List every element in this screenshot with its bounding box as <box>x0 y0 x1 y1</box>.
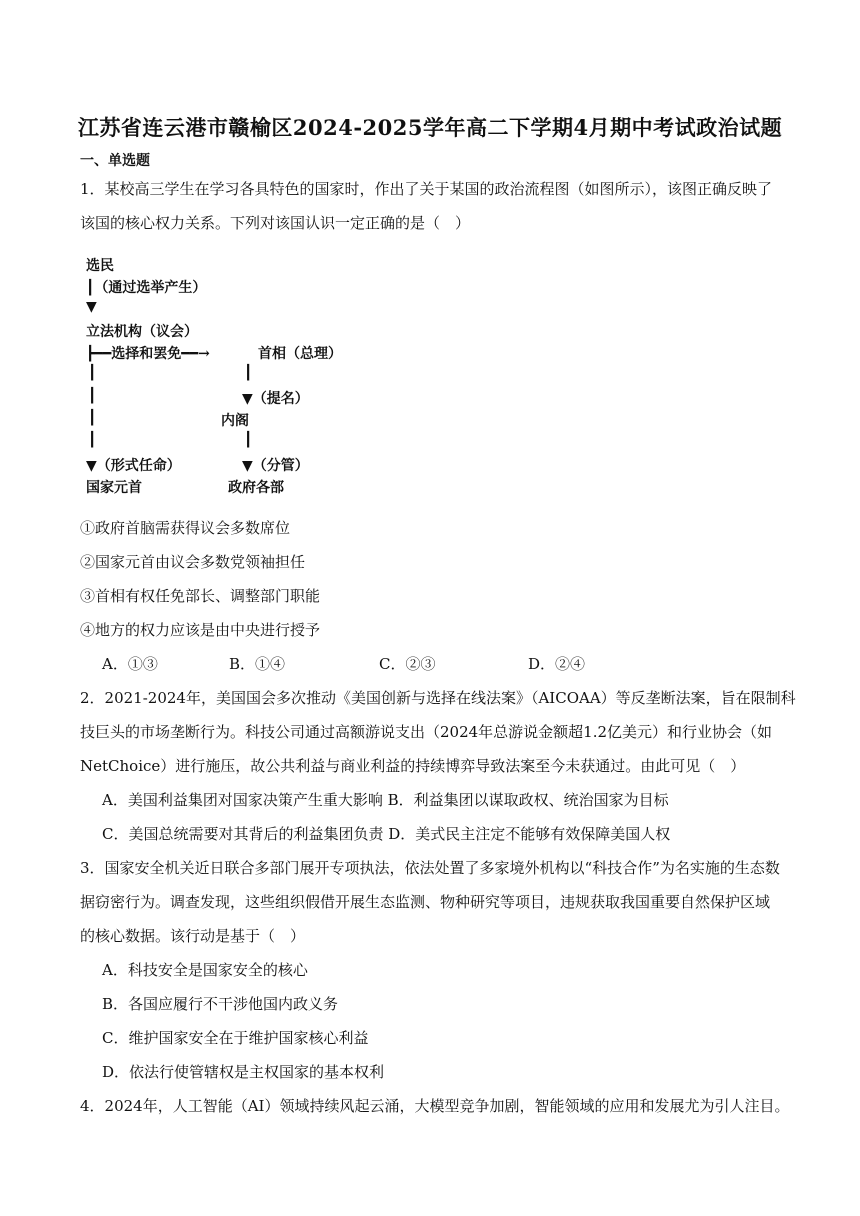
q1-stem-line: 该国的核心权力关系。下列对该国认识一定正确的是（ ） <box>80 214 471 232</box>
diagram-cabinet: 内阁 <box>221 413 249 429</box>
q2-stem-line: NetChoice）进行施压，故公共利益与商业利益的持续博弈导致法案至今未获通过。由此可见（ ） <box>80 757 746 775</box>
diagram-legislature: 立法机构（议会） <box>86 324 198 340</box>
diagram-formal-appointment: ▼（形式任命） <box>86 458 181 474</box>
q3-option-b: B．各国应履行不干涉他国内政义务 <box>102 995 339 1013</box>
diagram-bar: ┃ <box>88 388 97 404</box>
diagram-nominate: ▼（提名） <box>242 391 309 407</box>
diagram-prime-minister: 首相（总理） <box>258 346 342 362</box>
diagram-bar: ┃ <box>244 432 253 448</box>
q2-options-row: C．美国总统需要对其背后的利益集团负责 D．美式民主注定不能够有效保障美国人权 <box>102 825 671 843</box>
diagram-manage: ▼（分管） <box>242 458 309 474</box>
diagram-bar: ┃ <box>88 365 97 381</box>
diagram-departments: 政府各部 <box>228 480 284 496</box>
q3-stem-line: 据窃密行为。调查发现，这些组织假借开展生态监测、物种研究等项目，违规获取我国重要自然保护区域 <box>80 893 771 911</box>
diagram-arrow: ▼ <box>86 299 97 315</box>
diagram-head-of-state: 国家元首 <box>86 480 142 496</box>
q2-stem-line: 2．2021-2024年，美国国会多次推动《美国创新与选择在线法案》（AICOAA）等反垄断法案，旨在限制科 <box>80 689 796 707</box>
q1-option-c: C．②③ <box>379 655 436 673</box>
document-title: 江苏省连云港市赣榆区2024-2025学年高二下学期4月期中考试政治试题 <box>77 115 783 140</box>
q3-stem-line: 的核心数据。该行动是基于（ ） <box>80 927 306 945</box>
q1-statement: ①政府首脑需获得议会多数席位 <box>80 519 291 537</box>
q1-statement: ②国家元首由议会多数党领袖担任 <box>80 553 306 571</box>
diagram-bar: ┃ <box>88 410 97 426</box>
q3-stem-line: 3．国家安全机关近日联合多部门展开专项执法，依法处置了多家境外机构以“科技合作”为名实施的生态数 <box>80 859 780 877</box>
q1-stem-line: 1．某校高三学生在学习各具特色的国家时，作出了关于某国的政治流程图（如图所示），该图正确反映了 <box>80 180 773 198</box>
diagram-bar: ┃ <box>244 365 253 381</box>
q1-option-b: B．①④ <box>229 655 286 673</box>
q1-option-a: A．①③ <box>102 655 158 673</box>
q4-stem-line: 4．2024年，人工智能（AI）领域持续风起云涌，大模型竞争加剧，智能领域的应用和发展尤为引人注目。 <box>80 1097 790 1115</box>
q1-statement: ③首相有权任免部长、调整部门职能 <box>80 587 321 605</box>
diagram-bar: ┃ <box>88 432 97 448</box>
diagram-elected-label: ┃（通过选举产生） <box>86 280 207 296</box>
q1-statement: ④地方的权力应该是由中央进行授予 <box>80 621 321 639</box>
q3-option-c: C．维护国家安全在于维护国家核心利益 <box>102 1029 369 1047</box>
section-heading: 一、单选题 <box>80 153 150 169</box>
q2-stem-line: 技巨头的市场垄断行为。科技公司通过高额游说支出（2024年总游说金额超1.2亿美元）和行业协会（如 <box>80 723 773 741</box>
q3-option-a: A．科技安全是国家安全的核心 <box>102 961 308 979</box>
q3-option-d: D．依法行使管辖权是主权国家的基本权利 <box>102 1063 385 1081</box>
q1-option-d: D．②④ <box>528 655 586 673</box>
diagram-voters: 选民 <box>86 258 114 274</box>
diagram-select-dismiss: ┣━━选择和罢免━━→ <box>86 346 210 362</box>
q2-options-row: A．美国利益集团对国家决策产生重大影响 B．利益集团以谋取政权、统治国家为目标 <box>102 791 669 809</box>
